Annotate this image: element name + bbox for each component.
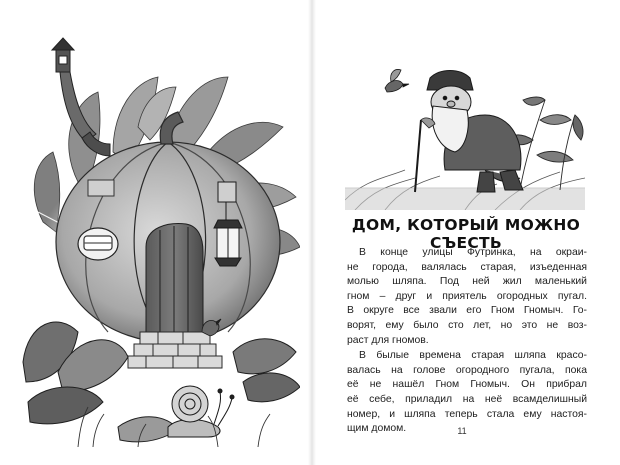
chapter-body-text <box>347 246 587 438</box>
text-line: валась на голове огородного пугала, пока <box>347 364 587 376</box>
chapter-title: ДОМ, КОТОРЫЙ МОЖНО СЪЕСТЬ <box>351 216 581 252</box>
text-line: не города, валялась старая, изъеденная <box>347 261 587 273</box>
text-line: В конце улицы Футринка, на окраи- <box>359 247 587 258</box>
text-line: ворят, ему было сто лет, но это не воз- <box>347 319 587 331</box>
text-line: раст для гномов. <box>347 334 429 346</box>
text-line: её себе, приладил на неё всамделишный <box>347 393 587 405</box>
pumpkin-house-illustration <box>18 32 300 447</box>
text-line: её не нашёл Гном Гномыч. Он прибрал <box>347 379 587 391</box>
text-line: В былые времена старая шляпа красо- <box>359 350 587 362</box>
text-line: номер, и шляпа теперь стала ему настоя- <box>347 408 587 420</box>
text-line: В округе все звали его Гном Гномыч. Го- <box>347 305 587 317</box>
gnome <box>427 71 523 193</box>
gnome-illustration <box>345 60 585 210</box>
paragraph-1 <box>347 246 587 348</box>
round-window <box>78 228 118 260</box>
book-gutter <box>308 0 316 465</box>
text-line: молью шляпа. Под ней жил маленький <box>347 276 587 288</box>
page-number: 11 <box>457 426 467 436</box>
text-line: щим домом. <box>347 423 407 435</box>
grass-band <box>345 188 585 210</box>
snail <box>168 386 234 437</box>
walking-stick <box>415 120 421 192</box>
stone-steps <box>128 332 222 368</box>
metal-plate <box>88 180 114 196</box>
paragraph-2 <box>347 349 587 437</box>
text-line: гном – друг и приятель огородных пугал. <box>347 290 587 302</box>
wooden-door <box>146 224 203 332</box>
flying-bird <box>385 70 409 93</box>
